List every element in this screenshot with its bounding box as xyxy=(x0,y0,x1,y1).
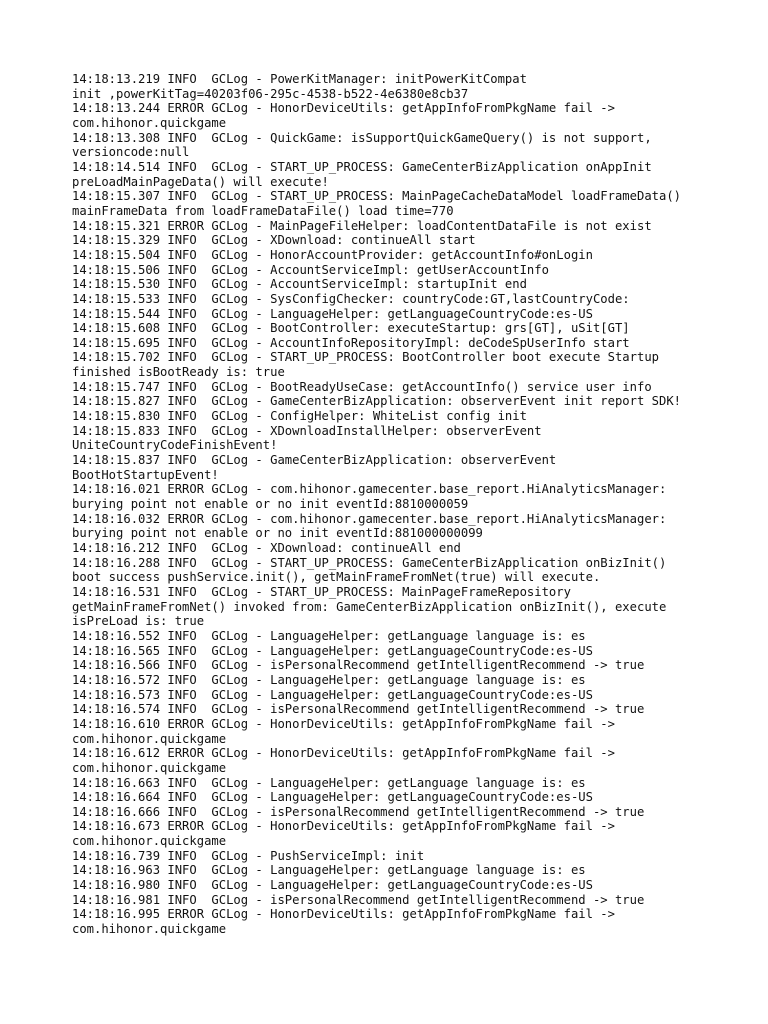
log-line: 14:18:16.963 INFO GCLog - LanguageHelper: getLanguage language is: es xyxy=(72,863,586,878)
log-line: versioncode:null xyxy=(72,145,190,160)
log-document xyxy=(72,72,712,937)
log-line: 14:18:14.514 INFO GCLog - START_UP_PROCESS: GameCenterBizApplication onAppInit xyxy=(72,159,652,174)
log-line: 14:18:15.702 INFO GCLog - START_UP_PROCESS: BootController boot execute Startup xyxy=(72,350,659,365)
log-line: 14:18:16.565 INFO GCLog - LanguageHelper: getLanguageCountryCode:es-US xyxy=(72,643,593,658)
log-line: UniteCountryCodeFinishEvent! xyxy=(72,438,278,453)
log-line: 14:18:16.572 INFO GCLog - LanguageHelper: getLanguage language is: es xyxy=(72,672,586,687)
log-line: 14:18:16.552 INFO GCLog - LanguageHelper: getLanguage language is: es xyxy=(72,628,586,643)
log-line: 14:18:16.566 INFO GCLog - isPersonalRecommend getIntelligentRecommend -> true xyxy=(72,658,645,673)
log-line: 14:18:16.666 INFO GCLog - isPersonalRecommend getIntelligentRecommend -> true xyxy=(72,804,645,819)
log-line: 14:18:15.530 INFO GCLog - AccountServiceImpl: startupInit end xyxy=(72,277,527,292)
log-line: com.hihonor.quickgame xyxy=(72,922,227,937)
log-line: 14:18:15.504 INFO GCLog - HonorAccountProvider: getAccountInfo#onLogin xyxy=(72,247,593,262)
log-line: 14:18:16.981 INFO GCLog - isPersonalRecommend getIntelligentRecommend -> true xyxy=(72,892,645,907)
log-line: 14:18:16.995 ERROR GCLog - HonorDeviceUtils: getAppInfoFromPkgName fail -> xyxy=(72,907,615,922)
log-line: 14:18:16.288 INFO GCLog - START_UP_PROCESS: GameCenterBizApplication onBizInit() xyxy=(72,555,667,570)
log-line: 14:18:16.739 INFO GCLog - PushServiceImpl: init xyxy=(72,848,425,863)
log-line: 14:18:15.827 INFO GCLog - GameCenterBizApplication: observerEvent init report SDK! xyxy=(72,394,682,409)
log-line: 14:18:16.664 INFO GCLog - LanguageHelper: getLanguageCountryCode:es-US xyxy=(72,790,593,805)
log-line: finished isBootReady is: true xyxy=(72,365,285,380)
log-line: 14:18:15.695 INFO GCLog - AccountInfoRepositoryImpl: deCodeSpUserInfo start xyxy=(72,335,630,350)
log-line: isPreLoad is: true xyxy=(72,614,205,629)
log-line: 14:18:15.608 INFO GCLog - BootController: executeStartup: grs[GT], uSit[GT] xyxy=(72,321,630,336)
log-line: 14:18:15.837 INFO GCLog - GameCenterBizApplication: observerEvent xyxy=(72,453,557,468)
log-line: 14:18:15.329 INFO GCLog - XDownload: continueAll start xyxy=(72,233,476,248)
log-line: 14:18:16.573 INFO GCLog - LanguageHelper: getLanguageCountryCode:es-US xyxy=(72,687,593,702)
log-line: com.hihonor.quickgame xyxy=(72,834,227,849)
log-line: 14:18:15.833 INFO GCLog - XDownloadInstallHelper: observerEvent xyxy=(72,423,542,438)
log-line: com.hihonor.quickgame xyxy=(72,760,227,775)
log-line: 14:18:16.673 ERROR GCLog - HonorDeviceUtils: getAppInfoFromPkgName fail -> xyxy=(72,819,615,834)
log-line: 14:18:15.321 ERROR GCLog - MainPageFileHelper: loadContentDataFile is not exist xyxy=(72,218,652,233)
log-line: preLoadMainPageData() will execute! xyxy=(72,174,329,189)
log-line: 14:18:16.610 ERROR GCLog - HonorDeviceUtils: getAppInfoFromPkgName fail -> xyxy=(72,716,615,731)
log-line: 14:18:15.544 INFO GCLog - LanguageHelper: getLanguageCountryCode:es-US xyxy=(72,306,593,321)
log-line: com.hihonor.quickgame xyxy=(72,115,227,130)
log-line: boot success pushService.init(), getMainFrameFromNet(true) will execute. xyxy=(72,570,601,585)
log-line: 14:18:13.244 ERROR GCLog - HonorDeviceUtils: getAppInfoFromPkgName fail -> xyxy=(72,101,615,116)
log-line: init ,powerKitTag=40203f06-295c-4538-b522-4e6380e8cb37 xyxy=(72,86,469,101)
log-line: 14:18:15.307 INFO GCLog - START_UP_PROCESS: MainPageCacheDataModel loadFrameData() xyxy=(72,189,682,204)
log-body xyxy=(72,72,712,937)
log-line: 14:18:15.830 INFO GCLog - ConfigHelper: WhiteList config init xyxy=(72,409,527,424)
log-line: 14:18:16.612 ERROR GCLog - HonorDeviceUtils: getAppInfoFromPkgName fail -> xyxy=(72,746,615,761)
log-line: 14:18:16.032 ERROR GCLog - com.hihonor.gamecenter.base_report.HiAnalyticsManager: xyxy=(72,511,667,526)
log-line: 14:18:16.021 ERROR GCLog - com.hihonor.gamecenter.base_report.HiAnalyticsManager: xyxy=(72,482,667,497)
log-line: 14:18:13.308 INFO GCLog - QuickGame: isSupportQuickGameQuery() is not support, xyxy=(72,130,652,145)
log-line: 14:18:15.533 INFO GCLog - SysConfigChecker: countryCode:GT,lastCountryCode: xyxy=(72,291,630,306)
log-line: BootHotStartupEvent! xyxy=(72,467,219,482)
log-line: 14:18:13.219 INFO GCLog - PowerKitManager: initPowerKitCompat xyxy=(72,72,527,86)
log-line: mainFrameData from loadFrameDataFile() load time=770 xyxy=(72,203,454,218)
log-line: 14:18:16.574 INFO GCLog - isPersonalRecommend getIntelligentRecommend -> true xyxy=(72,702,645,717)
log-line: 14:18:16.980 INFO GCLog - LanguageHelper: getLanguageCountryCode:es-US xyxy=(72,878,593,893)
log-line: 14:18:15.506 INFO GCLog - AccountServiceImpl: getUserAccountInfo xyxy=(72,262,549,277)
log-line: 14:18:16.212 INFO GCLog - XDownload: continueAll end xyxy=(72,541,461,555)
log-line: 14:18:16.531 INFO GCLog - START_UP_PROCESS: MainPageFrameRepository xyxy=(72,584,571,599)
log-line: getMainFrameFromNet() invoked from: GameCenterBizApplication onBizInit(), execute xyxy=(72,599,667,614)
log-line: com.hihonor.quickgame xyxy=(72,731,227,746)
log-line: burying point not enable or no init eventId:881000000099 xyxy=(72,526,483,541)
log-line: 14:18:16.663 INFO GCLog - LanguageHelper: getLanguage language is: es xyxy=(72,775,586,790)
log-line: 14:18:15.747 INFO GCLog - BootReadyUseCase: getAccountInfo() service user info xyxy=(72,379,652,394)
log-line: burying point not enable or no init eventId:8810000059 xyxy=(72,497,469,512)
